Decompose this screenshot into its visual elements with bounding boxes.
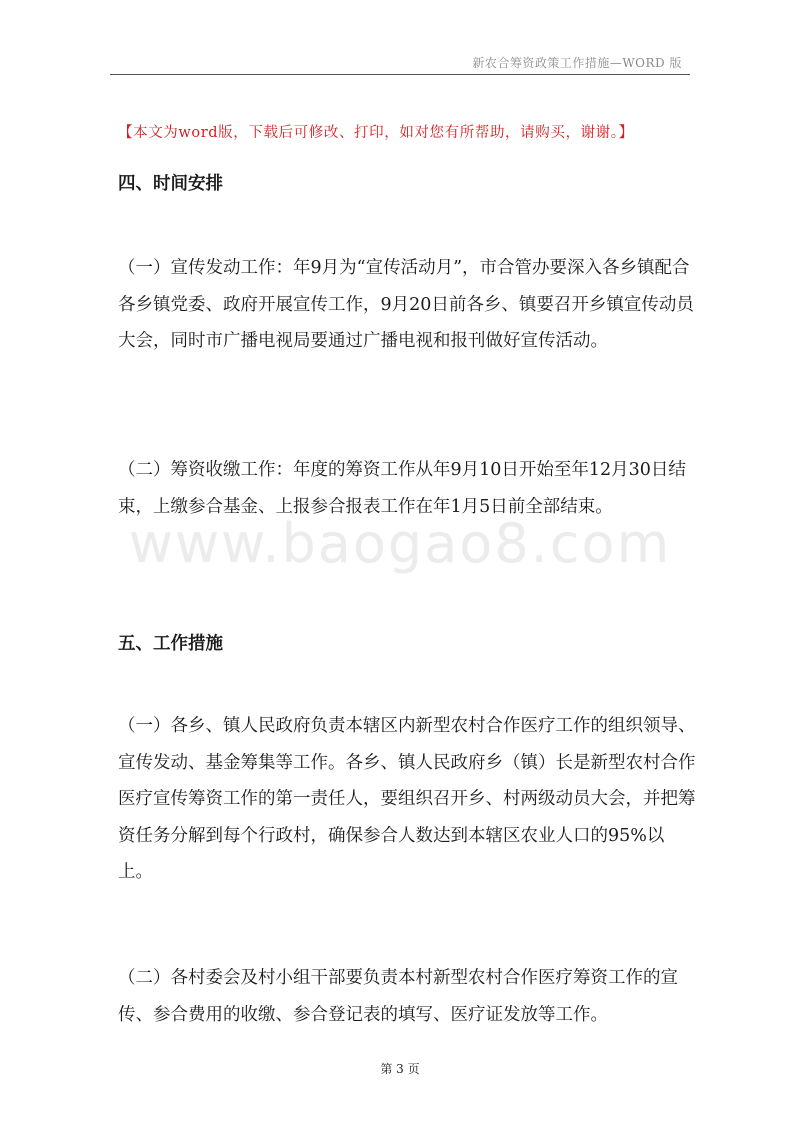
section-4-heading: 四、时间安排 [118,174,223,194]
page-number: 第 3 页 [380,1062,420,1076]
running-header: 新农合筹资政策工作措施—WORD 版 [472,56,682,70]
section-5-paragraph-1: （一）各乡、镇人民政府负责本辖区内新型农村合作医疗工作的组织领导、宣传发动、基金筹集等工作。各乡、镇人民政府乡（镇）长是新型农村合作医疗宣传筹资工作的第一责任人，要组织召开乡、村两级动员大会，并把筹资任务分解到每个行政村，确保参合人数达到本辖区农业人口的95%以上。 [118,716,696,882]
header-divider [110,74,690,75]
section-4-paragraph-1: （一）宣传发动工作：年9月为“宣传活动月”，市合管办要深入各乡镇配合各乡镇党委、政府开展宣传工作，9月20日前各乡、镇要召开乡镇宣传动员大会，同时市广播电视局要通过广播电视和报刊做好宣传活动。 [118,258,694,351]
section-4-paragraph-2: （二）筹资收缴工作：年度的筹资工作从年9月10日开始至年12月30日结束，上缴参合基金、上报参合报表工作在年1月5日前全部结束。 [118,460,686,517]
watermark: www.baogao8.com [128,512,672,575]
purchase-notice: 【本文为word版，下载后可修改、打印，如对您有所帮助，请购买，谢谢。】 [118,125,634,141]
section-5-paragraph-2: （二）各村委会及村小组干部要负责本村新型农村合作医疗筹资工作的宣传、参合费用的收缴、参合登记表的填写、医疗证发放等工作。 [118,968,678,1025]
section-5-heading: 五、工作措施 [118,634,223,654]
